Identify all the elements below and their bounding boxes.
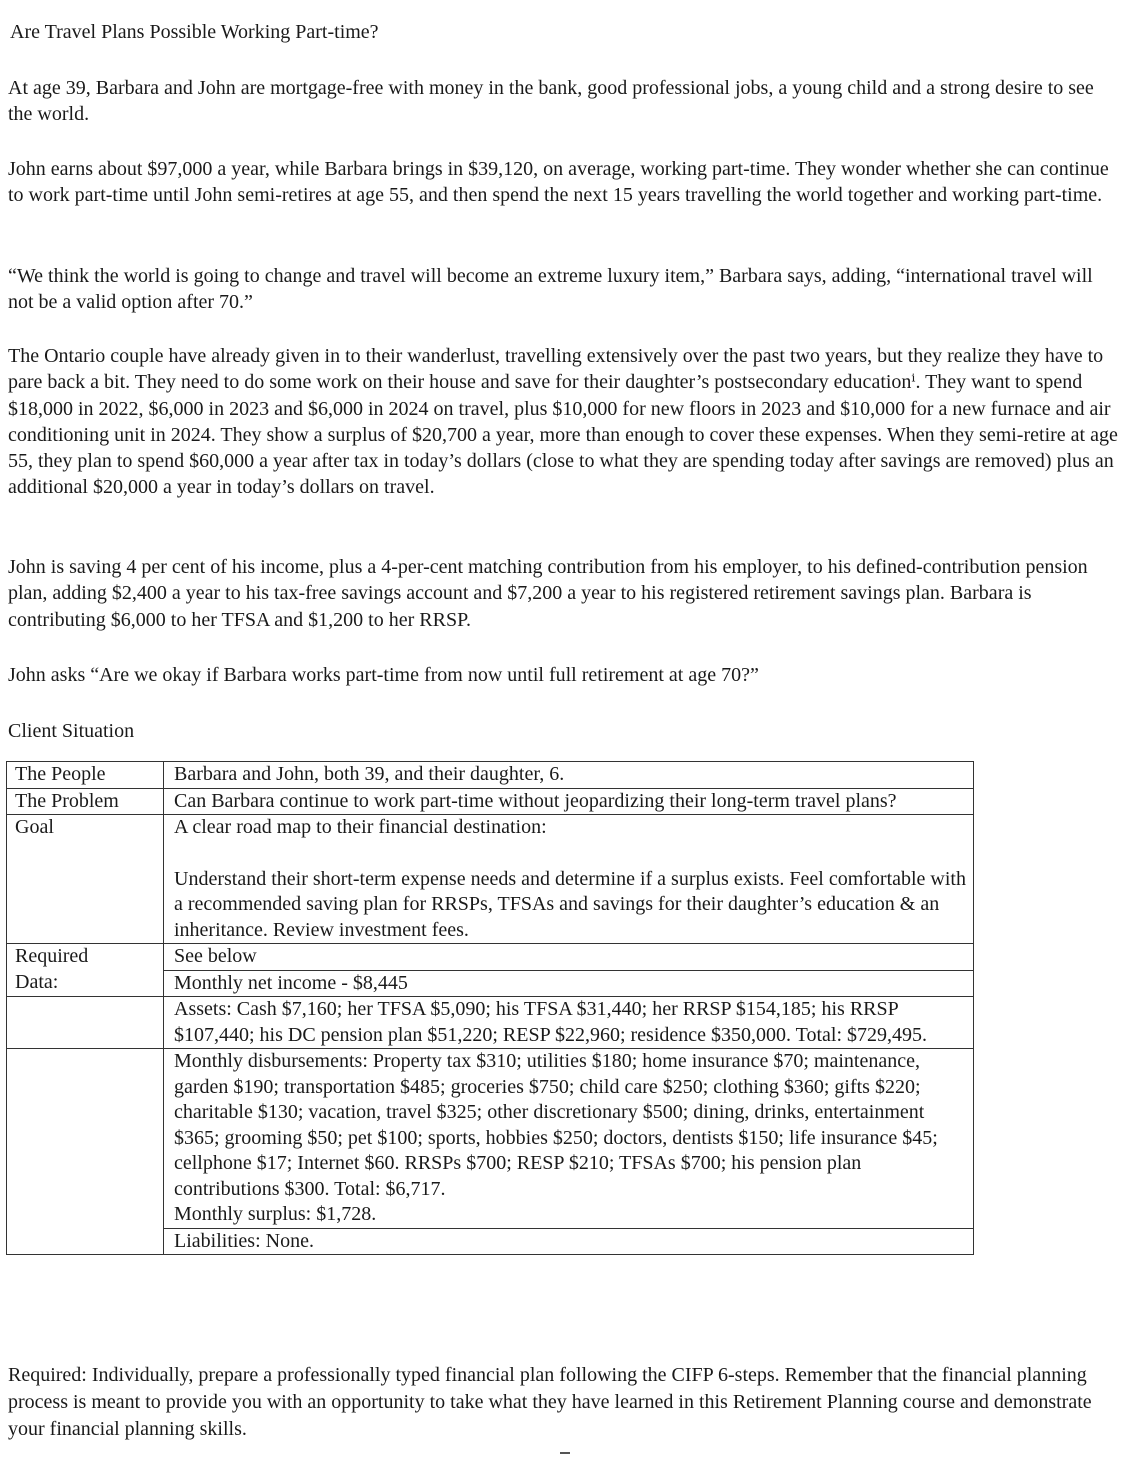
paragraph-plans: The Ontario couple have already given in to their wanderlust, travelling extensively over the past two years, but they realize they have to pare back a bit. They need to do some work on their house and save for their daughter’s postsecondary educationⁱ. They want to spend $18,000 in 2022, $6,000 in 2023 and $6,000 in 2024 on travel, plus $10,000 for new floors in 2023 and $10,000 for a new furnace and air conditioning unit in 2024. They show a surplus of $20,700 a year, more than enough to cover these expenses. When they semi-retire at age 55, they plan to spend $60,000 a year after tax in today’s dollars (close to what they are spending today after savings are removed) plus an additional $20,000 a year in today’s dollars on travel. (8, 345, 1118, 499)
problem-key: The Problem (7, 788, 164, 815)
disbursements-value (164, 1049, 974, 1229)
table-row (7, 788, 974, 815)
required-key: Required (15, 945, 89, 967)
required-note: Required: Individually, prepare a professionally typed financial plan following the CIFP 6-steps. Remember that the financial planning process is meant to provide you with an opportunity to take what they have learned in this Retirement Planning course and demonstrate your financial planning skills. (8, 1364, 1092, 1440)
paragraph-income: John earns about $97,000 a year, while Barbara brings in $39,120, on average, working part-time. They wonder whether she can continue to work part-time until John semi-retires at age 55, and then spend the next 15 years travelling the world together and working part-time. (8, 158, 1109, 207)
assets-value: Assets: Cash $7,160; her TFSA $5,090; his TFSA $31,440; her RRSP $154,185; his RRSP $107,440; his DC pension plan $51,220; RESP $22,960; residence $350,000. Total: $729,495. (164, 997, 974, 1049)
paragraph-quote: “We think the world is going to change and travel will become an extreme luxury item,” Barbara says, adding, “international travel will not be a valid option after 70.” (8, 265, 1093, 314)
goal-value (164, 815, 974, 944)
income-value: Monthly net income - $8,445 (164, 970, 974, 997)
page-mark (560, 1452, 570, 1454)
paragraph-intro: At age 39, Barbara and John are mortgage-free with money in the bank, good professional jobs, a young child and a strong desire to see the world. (8, 77, 1094, 126)
data-key: Data: (15, 970, 59, 993)
people-key: The People (7, 762, 164, 789)
people-value: Barbara and John, both 39, and their daughter, 6. (164, 762, 974, 789)
table-row (7, 997, 974, 1049)
required-value: See below (164, 944, 974, 971)
paragraph-savings: John is saving 4 per cent of his income, plus a 4-per-cent matching contribution from his employer, to his defined-contribution pension plan, adding $2,400 a year to his tax-free savings account and $7,200 a year to his registered retirement savings plan. Barbara is contributing $6,000 to her TFSA and $1,200 to her RRSP. (8, 556, 1088, 631)
paragraph-question: John asks “Are we okay if Barbara works part-time from now until full retirement at age 70?” (8, 664, 759, 686)
empty-key (7, 997, 164, 1049)
table-row (7, 1049, 974, 1229)
required-data-key (7, 944, 164, 997)
disbursements-text: Monthly disbursements: Property tax $310; utilities $180; home insurance $70; maintenance, garden $190; transportation $485; groceries $750; child care $250; clothing $360; gifts $220; charitable $130; vacation, travel $325; other discretionary $500; dining, drinks, entertainment $365; grooming $50; pet $100; sports, hobbies $250; doctors, dentists $150; life insurance $45; cellphone $17; Internet $60. RRSPs $700; RESP $210; TFSAs $700; his pension plan contributions $300. Total: $6,717. (174, 1050, 938, 1200)
table-row (7, 762, 974, 789)
document-title: Are Travel Plans Possible Working Part-time? (10, 21, 379, 43)
surplus-text: Monthly surplus: $1,728. (174, 1203, 377, 1225)
empty-key (7, 1049, 164, 1255)
goal-value-line: A clear road map to their financial destination: (174, 816, 547, 838)
problem-value: Can Barbara continue to work part-time without jeopardizing their long-term travel plans? (164, 788, 974, 815)
table-row (7, 815, 974, 944)
goal-value-detail: Understand their short-term expense needs and determine if a surplus exists. Feel comfortable with a recommended saving plan for RRSPs, TFSAs and savings for their daughter’s education & an inheritance. Review investment fees. (174, 867, 966, 941)
client-situation-table (6, 761, 974, 1255)
table-row (7, 944, 974, 971)
goal-key: Goal (7, 815, 164, 944)
section-label: Client Situation (8, 720, 135, 742)
liabilities-value: Liabilities: None. (164, 1228, 974, 1255)
